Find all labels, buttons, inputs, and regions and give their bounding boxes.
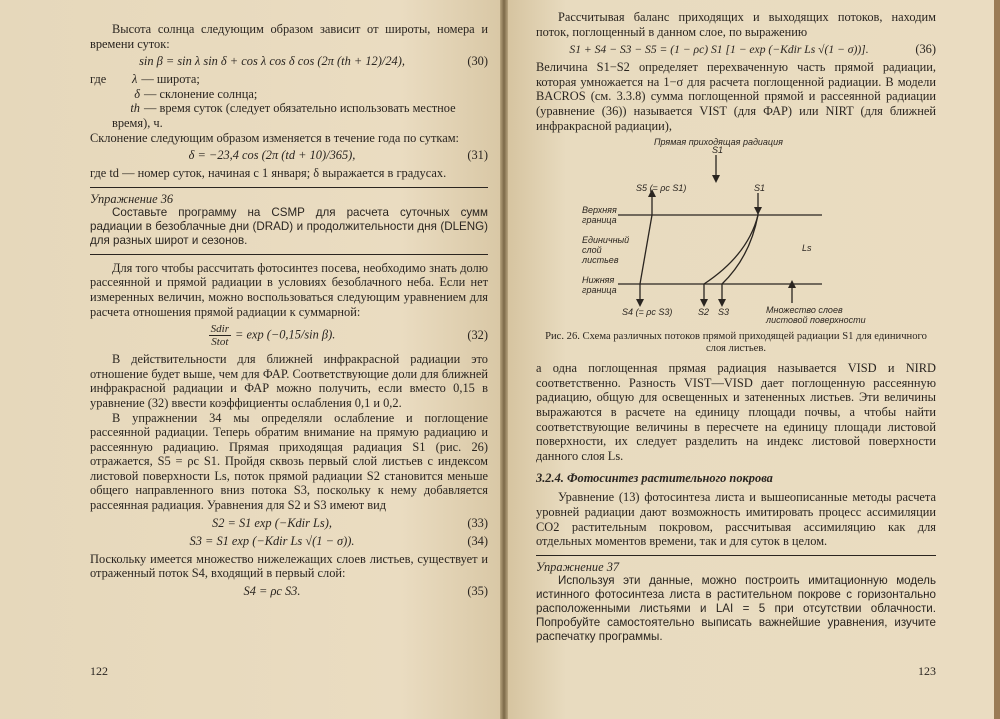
def-delta-text: — склонение солнца; — [144, 86, 258, 101]
right-page — [508, 0, 994, 719]
figure-26-caption: Рис. 26. Схема различных потоков прямой приходящей радиации S1 для единичного слоя листьев. — [545, 331, 927, 355]
equation-33-body: S2 = S1 exp (−Kdir Ls), — [212, 515, 332, 530]
equation-36-body: S1 + S4 − S3 − S5 = (1 − ρc) S1 [1 − exp (−Kdir Ls √(1 − σ))]. — [569, 43, 869, 57]
s1-arrowhead — [754, 207, 762, 215]
equation-32-denominator: Stot — [211, 336, 229, 349]
figure-title: Прямая приходящая радиация — [654, 137, 783, 148]
equation-36-number: (36) — [915, 42, 936, 57]
equation-32-number: (32) — [467, 328, 488, 343]
book-edge — [994, 0, 1000, 719]
exercise-37-title: Упражнение 37 — [536, 559, 620, 574]
def-lambda-text: — широта; — [141, 72, 200, 87]
where-word: где — [90, 72, 107, 87]
equation-36 — [536, 42, 936, 57]
equation-34-body: S3 = S1 exp (−Kdir Ls √(1 − σ)). — [189, 533, 355, 548]
figure-label-s1-top: S1 — [712, 145, 724, 156]
incoming-arrowhead — [712, 175, 720, 183]
paragraph-canopy: Уравнение (13) фотосинтеза листа и вышеописанные методы расчета уровней радиации дают возможность имитировать процесс ассимиляции CO2 растительным покровом, рассчитывая ассимиляцию как для отдельных моментов времени, так и для суток в целом. — [536, 490, 936, 549]
equation-34 — [90, 534, 488, 549]
figure-label-lower-boundary: Нижняя граница — [582, 275, 617, 296]
equation-30-body: sin β = sin λ sin δ + cos λ cos δ cos (2π (th + 12)/24), — [139, 54, 405, 69]
paragraph-balance: Рассчитывая баланс приходящих и выходящих потоков, находим поток, поглощенный в данном слое, по выражению — [536, 10, 936, 39]
equation-35-number: (35) — [467, 583, 488, 598]
figure-26-drawing — [536, 137, 936, 329]
equation-35-body: S4 = ρc S3. — [243, 583, 301, 598]
figure-label-s3: S3 — [718, 307, 730, 318]
paragraph-reflected-flux: Поскольку имеется множество нижележащих слоев листьев, существует и отраженный поток S4, входящий в первый слой: — [90, 551, 488, 581]
figure-label-upper-boundary: Верхняя граница — [582, 205, 617, 226]
equation-33 — [90, 516, 488, 531]
exercise-37-top-rule — [536, 555, 936, 556]
def-lambda-symbol: λ — [132, 72, 138, 87]
equation-32-rhs: = exp (−0,15/sin β). — [235, 327, 336, 342]
exercise-36-title: Упражнение 36 — [90, 191, 174, 206]
figure-26 — [536, 137, 936, 329]
left-boundary-curve — [640, 215, 652, 284]
s2-arrowhead — [700, 299, 708, 307]
paragraph-infrared: В действительности для ближней инфракрасной радиации это отношение будет выше, чем для ФАР. Соответствующие доли для ближней инфракрасной радиации и ФАР можно получить, если вместо 0,15 в уравнение (32) ввести коэффициенты ослабления 0,1 и 0,2. — [90, 352, 488, 410]
declination-intro: Склонение следующим образом изменяется в течение года по суткам: — [90, 130, 459, 145]
page-number-left: 122 — [90, 664, 108, 678]
after-equation-31: где td — номер суток, начиная с 1 января; δ выражается в градусах. — [90, 166, 447, 181]
exercise-36-bottom-rule — [90, 254, 488, 255]
figure-label-s5: S5 (= ρc S1) — [636, 183, 687, 194]
definitions — [90, 72, 488, 130]
def-th-symbol: th — [130, 101, 140, 116]
figure-label-unit-layer: Единичный слой листьев — [582, 235, 630, 266]
exercise-37-text: Используя эти данные, можно построить имитационную модель истинного фотосинтеза листа в растительном покрове с горизонтально расположенными листьями и LAI = 5 при отсутствии облачности. Попробуйте самостоятельно выписать важнейшие уравнения, изучите распечатку программы. — [536, 573, 936, 643]
figure-label-s2: S2 — [698, 307, 710, 318]
equation-32 — [90, 323, 488, 348]
figure-label-ls: Ls — [802, 243, 812, 254]
equation-32-numerator: Sdir — [210, 323, 229, 336]
exercise-36-top-rule — [90, 187, 488, 188]
section-heading-3-2-4: 3.2.4. Фотосинтез растительного покрова — [536, 471, 773, 486]
paragraph-visd: а одна поглощенная прямая радиация называется VISD и NIRD соответственно. Разность VIST—VISD дает поглощенную рассеянную радиацию, общую для освещенных и затененных листьев. Эти величины выражаются в расчете на единицу площади почвы, а чтобы найти соответствующие величины в пересчете на единицу площади листовой поверхности, их следует разделить на индекс листовой поверхности данного слоя Ls. — [536, 361, 936, 463]
def-delta-symbol: δ — [134, 86, 140, 101]
exercise-36-text: Составьте программу на CSMP для расчета суточных сумм радиации в безоблачные дни (DRAD) и продолжительности дня (DLENG) для разных широт и сезонов. — [90, 205, 488, 247]
s3-curve — [722, 215, 758, 284]
equation-32-fraction — [209, 323, 231, 348]
equation-30 — [90, 54, 488, 69]
equation-30-number: (30) — [467, 54, 488, 69]
paragraph-direct-diffuse: Для того чтобы рассчитать фотосинтез посева, необходимо знать долю рассеянной и прямой радиации в условиях безоблачного неба. Если нет измеренных величин, можно воспользоваться следующим уравнением для расчета отношения прямой радиации к суммарной: — [90, 260, 488, 319]
figure-label-s1-mid: S1 — [754, 183, 766, 194]
figure-label-many-layers: Множество слоев листовой поверхности — [766, 305, 866, 326]
paragraph-intercepted: Величина S1−S2 определяет перехваченную часть прямой радиации, которая умножается на 1−σ для расчета поглощенной радиации. В модели BACROS (см. 3.3.8) сумма поглощенной прямой и рассеянной радиации (уравнение (36)) называется VIST (для ФАР) или NIRT (для ближней инфракрасной радиации), — [536, 60, 936, 133]
intro-text: Высота солнца следующим образом зависит от широты, номера и времени суток: — [90, 22, 488, 51]
equation-31 — [90, 148, 488, 163]
s4-arrowhead — [636, 299, 644, 307]
book-gutter — [500, 0, 508, 719]
page-number-right: 123 — [918, 664, 936, 678]
s3-arrowhead — [718, 299, 726, 307]
equation-35 — [90, 584, 488, 599]
equation-31-number: (31) — [467, 148, 488, 163]
equation-31-body: δ = −23,4 cos (2π (td + 10)/365), — [188, 148, 356, 163]
paragraph-exercise-34: В упражнении 34 мы определяли ослабление и поглощение рассеянной радиации. Теперь обратим внимание на прямую радиацию и рассеянную радиацию. Прямая приходящая радиация S1 (рис. 26) отражается, S5 = ρc S1. Пройдя сквозь первый слой листьев с индексом листовой поверхности Ls, поток прямой радиации S2 становится меньше общего направленного вниз потока S3, поскольку к нему добавляется рассеянная радиация. Уравнения для S2 и S3 имеют вид — [90, 410, 488, 513]
def-th-text: — время суток (следует обязательно использовать местное время), ч. — [112, 101, 456, 130]
equation-33-number: (33) — [467, 515, 488, 530]
equation-34-number: (34) — [467, 533, 488, 548]
figure-label-s4: S4 (= ρc S3) — [622, 307, 673, 318]
